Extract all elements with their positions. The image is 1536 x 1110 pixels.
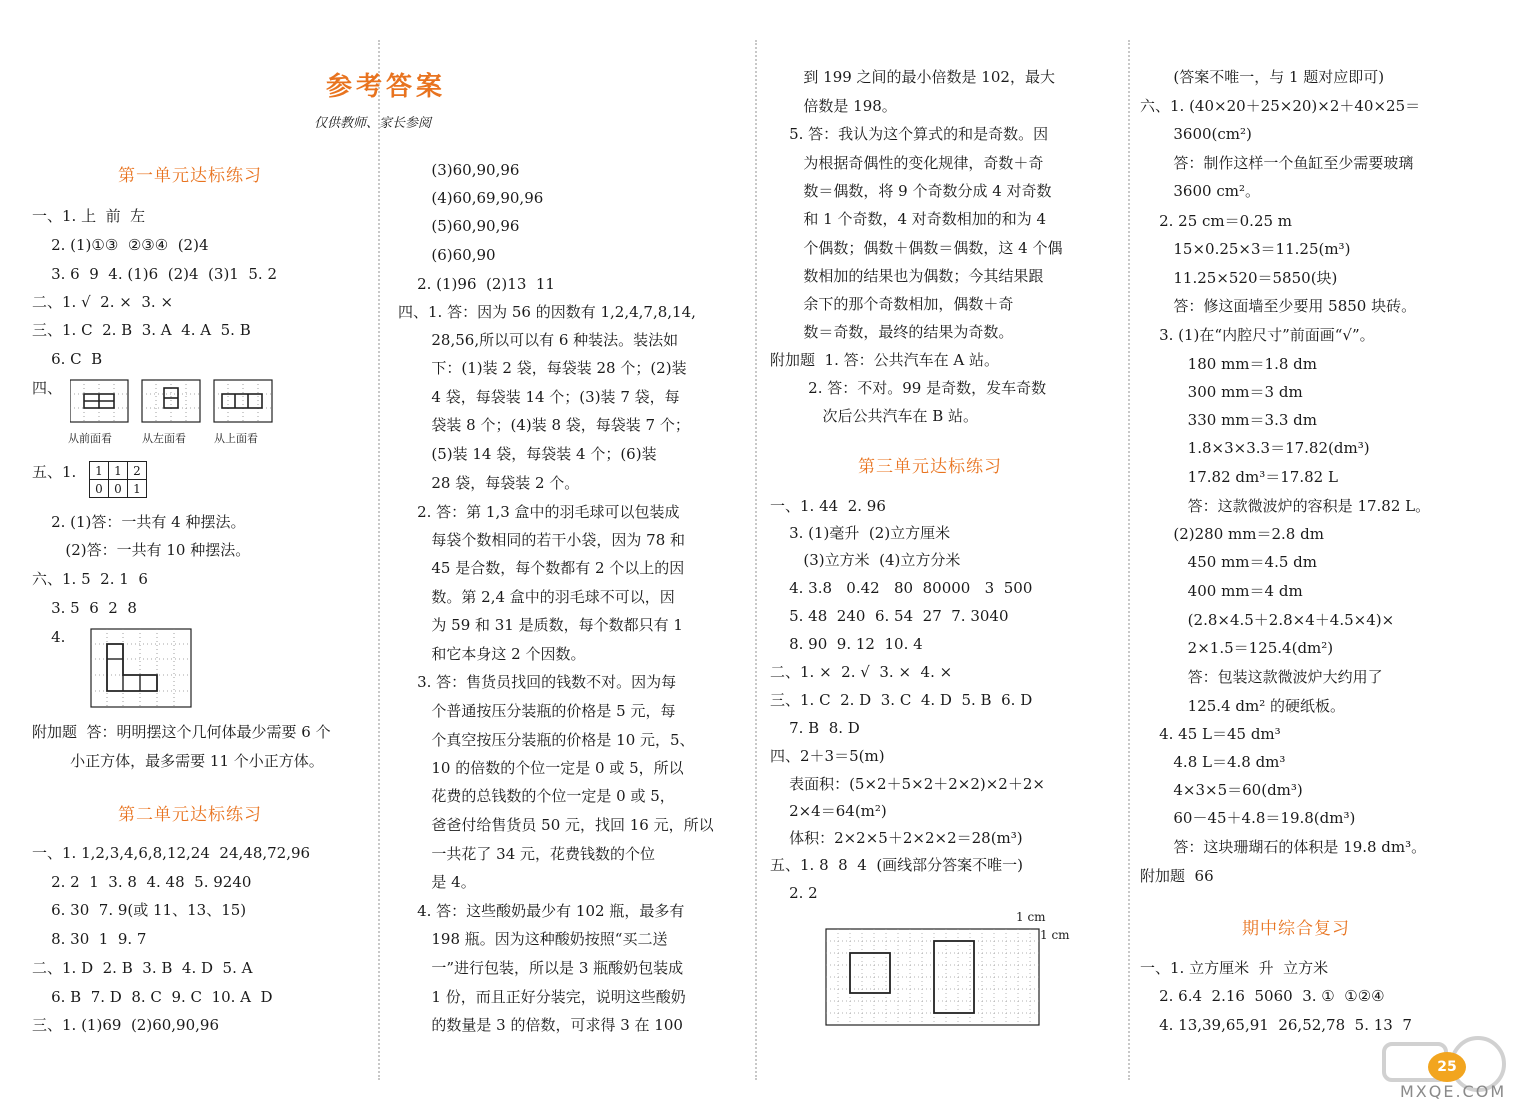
answer-line: 7. B 8. D xyxy=(770,719,860,737)
answer-line: 2. 答：不对。99 是奇数，发车奇数 xyxy=(770,379,1047,397)
answer-line: (5)60,90,96 xyxy=(398,217,520,235)
answer-line: 6. C B xyxy=(32,350,103,368)
view-caption: 从左面看 xyxy=(142,432,186,445)
answer-line: 附加题 答：明明摆这个几何体最少需要 6 个 xyxy=(32,723,331,741)
answer-line: 三、1. C 2. D 3. C 4. D 5. B 6. D xyxy=(770,691,1033,709)
answer-line: 2. 答：第 1,3 盒中的羽毛球可以包装成 xyxy=(398,503,680,521)
answer-line: 是 4。 xyxy=(398,873,476,891)
answer-line: 4. 45 L＝45 dm³ xyxy=(1140,725,1281,743)
answer-line: 五、1. 8 8 4 (画线部分答案不唯一) xyxy=(770,856,1024,874)
answer-line: 2×4＝64(m²) xyxy=(770,802,887,820)
answer-line: 六、1. (40×20＋25×20)×2＋40×25＝ xyxy=(1140,97,1421,115)
answer-line: 每袋个数相同的若干小袋，因为 78 和 xyxy=(398,531,686,549)
answer-line: 8. 30 1 9. 7 xyxy=(32,930,147,948)
answer-line: 一、1. 上 前 左 xyxy=(32,207,146,225)
page-title: 参考答案 xyxy=(326,72,447,102)
answer-line: 4. xyxy=(32,628,66,646)
section-title-unit2: 第二单元达标练习 xyxy=(118,805,262,825)
answer-line: 一、1. 立方厘米 升 立方米 xyxy=(1140,959,1329,977)
answer-line: 3600 cm²。 xyxy=(1140,182,1260,200)
answer-line: 10 的倍数的个位一定是 0 或 5，所以 xyxy=(398,759,684,777)
column-divider xyxy=(755,40,757,1080)
answer-line: 答：这款微波炉的容积是 17.82 L。 xyxy=(1140,497,1431,515)
answer-line: 和它本身这 2 个因数。 xyxy=(398,645,586,663)
answer-line: 6. 30 7. 9(或 11、13、15) xyxy=(32,901,247,919)
answer-line: 二、1. D 2. B 3. B 4. D 5. A xyxy=(32,959,253,977)
answer-line: 次后公共汽车在 B 站。 xyxy=(770,407,979,425)
column-divider xyxy=(378,40,380,1080)
answer-line: 3. (1)在“内腔尺寸”前面画“√”。 xyxy=(1140,326,1375,344)
answer-line: 15×0.25×3＝11.25(m³) xyxy=(1140,240,1351,258)
answer-line: 28 袋，每袋装 2 个。 xyxy=(398,474,580,492)
grid-rectangles-figure xyxy=(825,928,1041,1028)
answer-line: 四、 xyxy=(32,379,63,397)
answer-line: 表面积：(5×2＋5×2＋2×2)×2＋2× xyxy=(770,775,1045,793)
table-cell: 1 xyxy=(90,462,109,480)
answer-line: 4. 3.8 0.42 80 80000 3 500 xyxy=(770,579,1033,597)
answer-line: 2. 2 xyxy=(770,884,818,902)
page-subtitle: 仅供教师、家长参阅 xyxy=(314,116,432,131)
answer-line: 四、2＋3＝5(m) xyxy=(770,747,885,765)
answer-line: 余下的那个奇数相加，偶数＋奇 xyxy=(770,295,1014,313)
answer-line: 4×3×5＝60(dm³) xyxy=(1140,781,1303,799)
answer-line: 3. 5 6 2 8 xyxy=(32,599,137,617)
answer-line: 六、1. 5 2. 1 6 xyxy=(32,570,148,588)
answer-line: 爸爸付给售货员 50 元，找回 16 元，所以 xyxy=(398,816,714,834)
answer-line: 数＝偶数，将 9 个奇数分成 4 对奇数 xyxy=(770,182,1052,200)
answer-line: 三、1. C 2. B 3. A 4. A 5. B xyxy=(32,321,251,339)
answer-line: 450 mm＝4.5 dm xyxy=(1140,553,1317,571)
answer-line: 2. 6.4 2.16 5060 3. ① ①②④ xyxy=(1140,987,1385,1005)
answer-line: 2. 25 cm＝0.25 m xyxy=(1140,212,1293,230)
answer-line: (3)立方米 (4)立方分米 xyxy=(770,551,961,569)
answer-line: 6. B 7. D 8. C 9. C 10. A D xyxy=(32,988,273,1006)
answer-line: 个偶数；偶数＋偶数＝偶数，这 4 个偶 xyxy=(770,239,1063,257)
answer-line: 答：包装这款微波炉大约用了 xyxy=(1140,668,1383,686)
answer-line: 11.25×520＝5850(块) xyxy=(1140,269,1338,287)
answer-line: 一共花了 34 元，花费钱数的个位 xyxy=(398,845,656,863)
answer-line: 和 1 个奇数，4 对奇数相加的和为 4 xyxy=(770,210,1047,228)
answer-line: 4. 答：这些酸奶最少有 102 瓶，最多有 xyxy=(398,902,685,920)
answer-line: 125.4 dm² 的硬纸板。 xyxy=(1140,697,1345,715)
answer-line: 2. (1)答：一共有 4 种摆法。 xyxy=(32,513,246,531)
section-title-unit3: 第三单元达标练习 xyxy=(858,457,1002,477)
answer-line: 二、1. √ 2. × 3. × xyxy=(32,293,174,311)
answer-line: 5. 48 240 6. 54 27 7. 3040 xyxy=(770,607,1009,625)
answer-line: (2)答：一共有 10 种摆法。 xyxy=(32,541,251,559)
grid-shape-figure xyxy=(90,628,194,710)
answer-line: 300 mm＝3 dm xyxy=(1140,383,1303,401)
answer-line: 一、1. 44 2. 96 xyxy=(770,497,886,515)
answer-line: 3. (1)毫升 (2)立方厘米 xyxy=(770,524,951,542)
answer-line: 下：(1)装 2 袋，每袋装 28 个；(2)装 xyxy=(398,359,687,377)
answer-line: 3600(cm²) xyxy=(1140,125,1252,143)
answer-line: 数相加的结果也为偶数；今其结果跟 xyxy=(770,267,1044,285)
answer-line: 3. 答：售货员找回的钱数不对。因为每 xyxy=(398,673,677,691)
answer-line: 60－45＋4.8＝19.8(dm³) xyxy=(1140,809,1356,827)
answer-line: 数。第 2,4 盒中的羽毛球不可以，因 xyxy=(398,588,675,606)
answer-line: 180 mm＝1.8 dm xyxy=(1140,355,1317,373)
answer-line: (2)280 mm＝2.8 dm xyxy=(1140,525,1324,543)
answer-line: 答：制作这样一个鱼缸至少需要玻璃 xyxy=(1140,154,1414,172)
table-cell: 1 xyxy=(109,462,128,480)
answer-line: 1 份，而且正好分装完，说明这些酸奶 xyxy=(398,988,686,1006)
answer-line: (2.8×4.5＋2.8×4＋4.5×4)× xyxy=(1140,611,1395,629)
answer-line: 袋装 8 个；(4)装 8 袋，每袋装 7 个； xyxy=(398,416,690,434)
answer-line: 一、1. 1,2,3,4,6,8,12,24 24,48,72,96 xyxy=(32,844,311,862)
unit-label: 1 cm xyxy=(1040,928,1070,942)
answer-line: 到 199 之间的最小倍数是 102，最大 xyxy=(770,68,1055,86)
answer-line: (4)60,69,90,96 xyxy=(398,189,544,207)
unit-label: 1 cm xyxy=(1016,910,1046,924)
page-number: 25 xyxy=(1428,1052,1466,1082)
answer-line: (6)60,90 xyxy=(398,246,496,264)
answer-line: 17.82 dm³＝17.82 L xyxy=(1140,468,1338,486)
answer-line: 答：这块珊瑚石的体积是 19.8 dm³。 xyxy=(1140,838,1427,856)
answer-line: 4 袋，每袋装 14 个；(3)装 7 袋，每 xyxy=(398,388,680,406)
answer-line: (答案不唯一，与 1 题对应即可) xyxy=(1140,68,1385,86)
answer-line: 二、1. × 2. √ 3. × 4. × xyxy=(770,663,953,681)
answer-line: 数＝奇数，最终的结果为奇数。 xyxy=(770,323,1014,341)
answer-line: 2. (1)96 (2)13 11 xyxy=(398,275,555,293)
answer-line: 小正方体，最多需要 11 个小正方体。 xyxy=(32,752,324,770)
answer-line: 4. 13,39,65,91 26,52,78 5. 13 7 xyxy=(1140,1016,1412,1034)
view-caption: 从前面看 xyxy=(68,432,112,445)
answer-line: 个真空按压分装瓶的价格是 10 元，5、 xyxy=(398,731,695,749)
table-cell: 0 xyxy=(109,480,128,498)
answer-line: 附加题 1. 答：公共汽车在 A 站。 xyxy=(770,351,999,369)
answer-line: 5. 答：我认为这个算式的和是奇数。因 xyxy=(770,125,1049,143)
answer-line: 45 是合数，每个数都有 2 个以上的因 xyxy=(398,559,685,577)
answer-line: 3. 6 9 4. (1)6 (2)4 (3)1 5. 2 xyxy=(32,265,277,283)
answer-line: 1.8×3×3.3＝17.82(dm³) xyxy=(1140,439,1370,457)
answer-line: 倍数是 198。 xyxy=(770,97,897,115)
answer-line: 400 mm＝4 dm xyxy=(1140,582,1303,600)
answer-line: 为 59 和 31 是质数，每个数都只有 1 xyxy=(398,616,683,634)
answer-line: 花费的总钱数的个位一定是 0 或 5， xyxy=(398,787,675,805)
answer-line: 198 瓶。因为这种酸奶按照“买二送 xyxy=(398,930,668,948)
answer-line: 一”进行包装，所以是 3 瓶酸奶包装成 xyxy=(398,959,684,977)
table-cell: 2 xyxy=(128,462,147,480)
answer-line: 2×1.5＝125.4(dm²) xyxy=(1140,639,1334,657)
answer-line: 4.8 L＝4.8 dm³ xyxy=(1140,753,1286,771)
view-caption: 从上面看 xyxy=(214,432,258,445)
column-divider xyxy=(1128,40,1130,1080)
answer-line: 答：修这面墙至少要用 5850 块砖。 xyxy=(1140,297,1417,315)
three-view-figures xyxy=(70,378,280,428)
table-cell: 1 xyxy=(128,480,147,498)
answer-line: 2. (1)①③ ②③④ (2)4 xyxy=(32,236,209,254)
answer-line: 五、1. xyxy=(32,463,77,481)
answer-line: 三、1. (1)69 (2)60,90,96 xyxy=(32,1016,219,1034)
section-title-midterm: 期中综合复习 xyxy=(1242,919,1350,939)
answer-line: 附加题 66 xyxy=(1140,867,1214,885)
answer-line: 330 mm＝3.3 dm xyxy=(1140,411,1317,429)
answer-line: (3)60,90,96 xyxy=(398,161,520,179)
answer-line: (5)装 14 袋，每袋装 4 个；(6)装 xyxy=(398,445,657,463)
answer-line: 2. 2 1 3. 8 4. 48 5. 9240 xyxy=(32,873,252,891)
section-title-unit1: 第一单元达标练习 xyxy=(118,166,262,186)
answer-line: 8. 90 9. 12 10. 4 xyxy=(770,635,923,653)
answer-line: 体积：2×2×5＋2×2×2＝28(m³) xyxy=(770,829,1023,847)
answer-line: 的数量是 3 的倍数，可求得 3 在 100 xyxy=(398,1016,683,1034)
watermark-text: MXQE.COM xyxy=(1400,1082,1507,1101)
table-cell: 0 xyxy=(90,480,109,498)
answer-line: 28,56,所以可以有 6 种装法。装法如 xyxy=(398,331,679,349)
count-table xyxy=(89,461,147,498)
answer-line: 个普通按压分装瓶的价格是 5 元，每 xyxy=(398,702,676,720)
answer-line: 四、1. 答：因为 56 的因数有 1,2,4,7,8,14, xyxy=(398,303,696,321)
answer-line: 为根据奇偶性的变化规律，奇数＋奇 xyxy=(770,154,1044,172)
